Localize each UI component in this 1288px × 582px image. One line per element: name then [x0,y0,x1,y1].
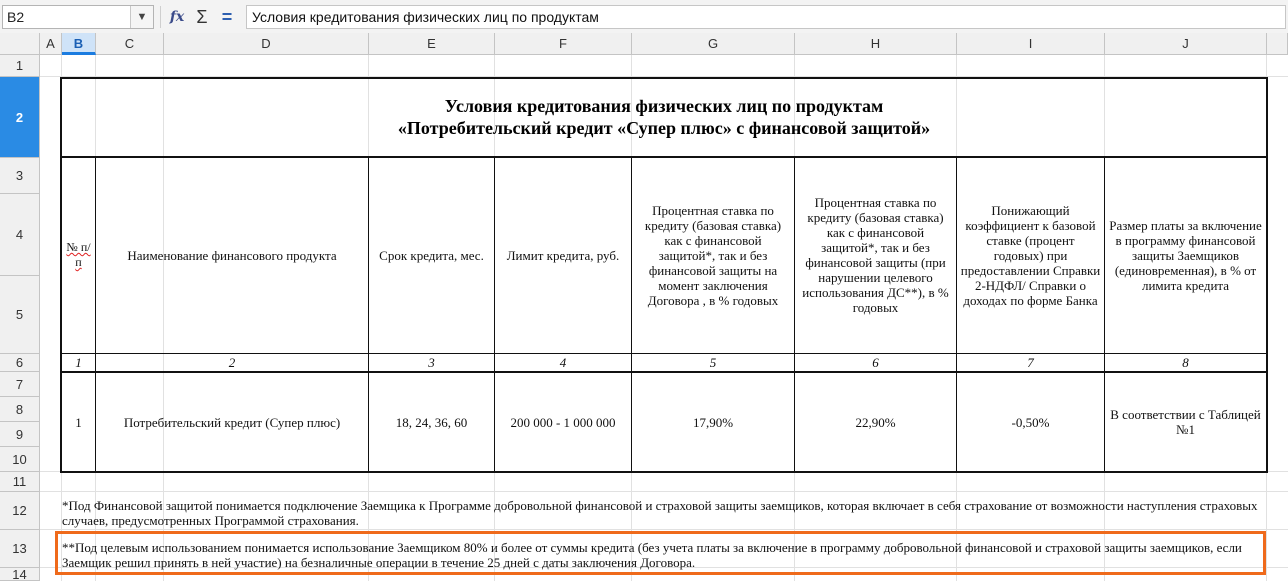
column-header-a[interactable]: A [40,33,62,55]
cell-reference: B2 [7,9,25,25]
header-reduction-coefficient[interactable]: Понижающий коэффициент к базовой ставке (процент годовых) при предоставлении Справки 2-НДФЛ/ Справки о доходах по форме Банка [960,202,1101,308]
row-header-1[interactable]: 1 [0,55,40,77]
name-box[interactable] [2,5,154,29]
column-number[interactable]: 3 [428,354,435,370]
column-number[interactable]: 7 [1027,354,1034,370]
row-header-2[interactable]: 2 [0,77,40,158]
column-header-b[interactable]: B [62,33,96,55]
cell-limit[interactable]: 200 000 - 1 000 000 [510,414,616,430]
sum-icon[interactable]: Σ [196,7,208,27]
function-wizard-icon[interactable]: fx [169,9,185,25]
column-header-d[interactable]: D [164,33,369,55]
row-header-13[interactable]: 13 [0,530,40,568]
cell-base-rate[interactable]: 17,90% [692,414,734,430]
column-header-f[interactable]: F [495,33,632,55]
row-header-11[interactable]: 11 [0,472,40,492]
highlight-frame [55,531,1266,575]
column-number[interactable]: 6 [872,354,879,370]
header-insurance-fee[interactable]: Размер платы за включение в программу финансовой защиты Заемщиков (единовременная), в % от лимита кредита [1109,217,1262,293]
cell-row-number[interactable]: 1 [75,414,82,430]
formula-equals-icon[interactable]: = [221,7,233,27]
cell-reduction-coefficient[interactable]: -0,50% [1011,414,1050,430]
select-all-corner[interactable] [0,33,40,55]
cell-product-name[interactable]: Потребительский кредит (Супер плюс) [123,414,341,430]
header-violation-rate[interactable]: Процентная ставка по кредиту (базовая ставка) как с финансовой защитой*, так и без финансовой защиты (при нарушении целевого использования ДС**), в % годовых [802,195,949,315]
column-header-g[interactable]: G [632,33,795,55]
table-title[interactable] [62,79,1266,155]
cell-insurance-fee[interactable]: В соответствии с Таблицей №1 [1110,407,1261,437]
header-limit[interactable]: Лимит кредита, руб. [506,247,620,263]
column-header-next[interactable] [1267,33,1288,55]
column-number[interactable]: 5 [709,354,717,370]
row-header-14[interactable]: 14 [0,568,40,581]
column-header-j[interactable]: J [1105,33,1267,55]
row-header-7[interactable]: 7 [0,372,40,397]
column-header-i[interactable]: I [957,33,1105,55]
toolbar-separator [160,6,161,28]
title-line-2: «Потребительский кредит «Супер плюс» с финансовой защитой» [397,118,931,138]
row-header-4[interactable]: 4 [0,194,40,276]
formula-content: Условия кредитования физических лиц по продуктам [252,9,599,25]
row-header-10[interactable]: 10 [0,447,40,472]
row-header-12[interactable]: 12 [0,492,40,530]
cell-violation-rate[interactable]: 22,90% [855,414,896,430]
footnote-financial-protection[interactable]: *Под Финансовой защитой понимается подключение Заемщика к Программе добровольной финансовой и страховой защиты заемщиков, которая включает в себя страхование от возможности наступления страховых случаев, предусмотренных Программой страхования. [62,498,1258,528]
cell-term[interactable]: 18, 24, 36, 60 [395,414,468,430]
header-product-name[interactable]: Наименование финансового продукта [127,247,337,263]
grid-line [40,529,1288,530]
header-term[interactable]: Срок кредита, мес. [379,247,484,263]
row-header-9[interactable]: 9 [0,422,40,447]
formula-input[interactable] [246,5,1286,29]
formula-bar [0,0,1288,34]
row-header-5[interactable]: 5 [0,276,40,354]
column-header-e[interactable]: E [369,33,495,55]
column-number[interactable]: 4 [559,354,567,370]
row-header-3[interactable]: 3 [0,158,40,194]
header-number: № п/п [66,240,91,269]
grid-line [40,491,1288,492]
column-header-h[interactable]: H [795,33,957,55]
column-number[interactable]: 8 [1182,354,1189,370]
column-number[interactable]: 2 [228,354,236,370]
chevron-down-icon[interactable]: ▼ [130,6,153,28]
column-number[interactable]: 1 [75,354,82,370]
row-header-8[interactable]: 8 [0,397,40,422]
footnote-target-use[interactable]: **Под целевым использованием понимается использование Заемщиком 80% и более от суммы кредита (без учета платы за включение в программу добровольной финансовой и страховой защиты заемщиков, если Заемщик решил принять в ней участие) на безналичные операции в течение 25 дней с даты заключения Договора. [62,540,1242,570]
column-header-c[interactable]: C [96,33,164,55]
title-line-1: Условия кредитования физических лиц по продуктам [444,96,884,116]
row-header-6[interactable]: 6 [0,354,40,372]
header-base-rate[interactable]: Процентная ставка по кредиту (базовая ставка) как с финансовой защитой*, так и без финансовой защиты на момент заключения Договора , в % годовых [644,202,782,308]
